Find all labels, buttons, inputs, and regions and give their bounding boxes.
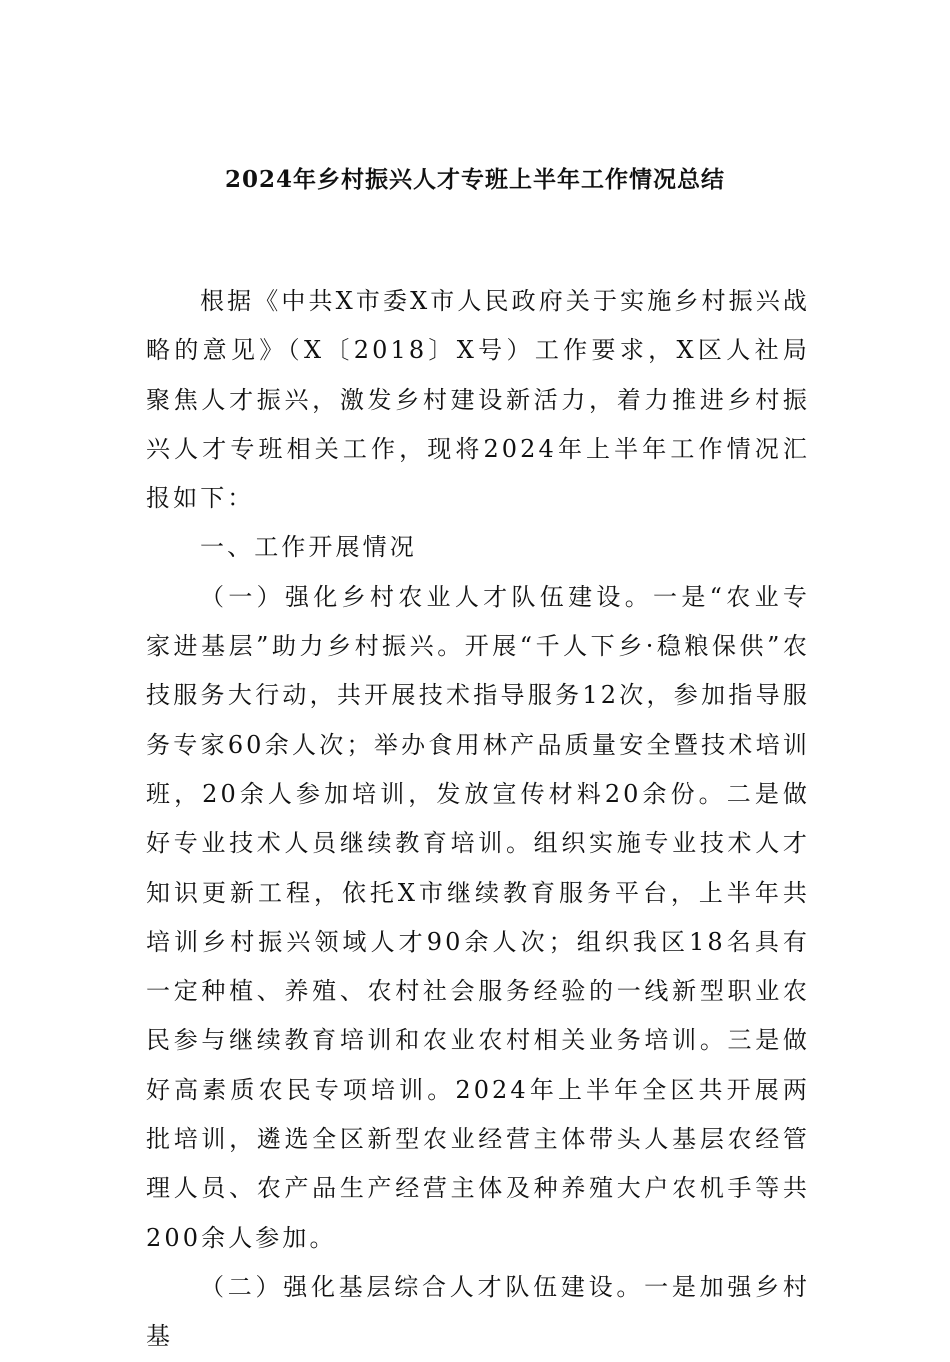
document-title: 2024年乡村振兴人才专班上半年工作情况总结 (224, 166, 725, 193)
paragraph-intro: 根据《中共X市委X市人民政府关于实施乡村振兴战略的意见》（X〔2018〕X号）工作要求，X区人社局聚焦人才振兴，激发乡村建设新活力，着力推进乡村振兴人才专班相关工作，现将2024年上半年工作情况汇报如下： (146, 287, 810, 513)
paragraph-section-1: （一）强化乡村农业人才队伍建设。一是“农业专家进基层”助力乡村振兴。开展“千人下乡·稳粮保供”农技服务大行动，共开展技术指导服务12次，参加指导服务专家60余人次；举办食用林产品质量安全暨技术培训班，20余人参加培训，发放宣传材料20余份。二是做好专业技术人员继续教育培训。组织实施专业技术人才知识更新工程，依托X市继续教育服务平台，上半年共培训乡村振兴领域人才90余人次；组织我区18名具有一定种植、养殖、农村社会服务经验的一线新型职业农民参与继续教育培训和农业农村相关业务培训。三是做好高素质农民专项培训。2024年上半年全区共开展两批培训，遴选全区新型农业经营主体带头人基层农经管理人员、农产品生产经营主体及种养殖大户农机手等共200余人参加。 (146, 582, 810, 1252)
section-heading: 一、工作开展情况 (200, 533, 417, 562)
paragraph-section-2: （二）强化基层综合人才队伍建设。一是加强乡村基 (146, 1272, 810, 1351)
document-body (146, 277, 810, 1362)
